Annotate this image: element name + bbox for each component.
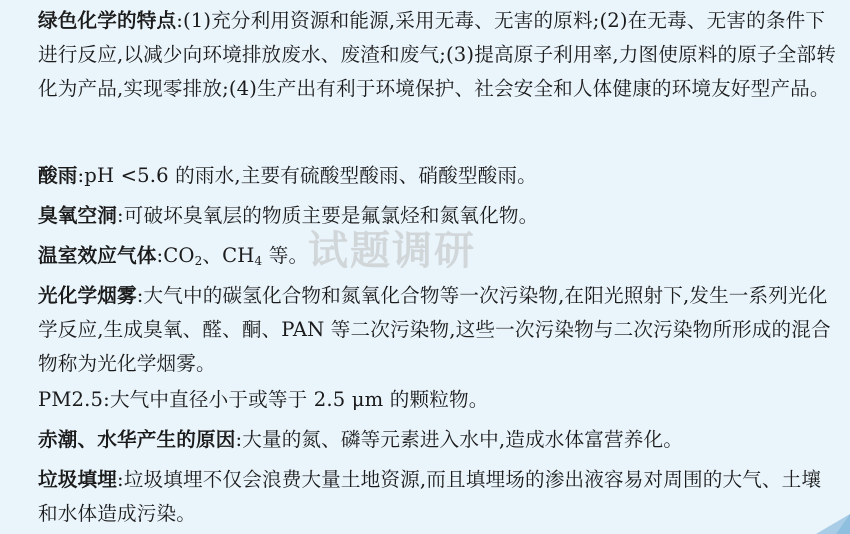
paragraph-greenhouse xyxy=(12,239,308,273)
formula-ch4-base: CH xyxy=(222,244,255,267)
colon: : xyxy=(116,204,124,227)
page-corner-fold xyxy=(816,514,850,534)
formula-co2-base: CO xyxy=(163,244,195,267)
paragraph-pm25 xyxy=(12,383,488,417)
term-photochemical-smog: 光化学烟雾 xyxy=(38,284,137,307)
formula-ch4-subscript: 4 xyxy=(254,254,263,268)
term-greenhouse: 温室效应气体 xyxy=(38,244,157,267)
paragraph-red-tide xyxy=(12,423,683,457)
watermark-text: 试题调研 xyxy=(308,228,476,274)
greenhouse-suffix: 等。 xyxy=(262,244,309,267)
term-red-tide: 赤潮、水华产生的原因 xyxy=(38,428,236,451)
formula-co2-subscript: 2 xyxy=(194,254,203,268)
paragraph-photochemical-smog xyxy=(12,279,840,381)
formula-ch4 xyxy=(222,244,262,267)
colon: : xyxy=(156,244,164,267)
definition-photochemical-smog: 大气中的碳氢化合物和氮氧化合物等一次污染物,在阳光照射下,发生一系列光化学反应,生成臭氧、醛、酮、PAN 等二次污染物,这些一次污染物与二次污染物所形成的混合物称为光化学烟雾。 xyxy=(38,284,831,375)
term-acid-rain: 酸雨 xyxy=(38,164,78,187)
term-landfill: 垃圾填埋 xyxy=(38,468,117,491)
colon: : xyxy=(235,428,243,451)
paragraph-landfill xyxy=(12,463,840,531)
paragraph-green-chemistry xyxy=(12,4,840,106)
term-ozone-hole: 臭氧空洞 xyxy=(38,204,117,227)
definition-landfill: 垃圾填埋不仅会浪费大量土地资源,而且填埋场的渗出液容易对周围的大气、土壤和水体造成污染。 xyxy=(38,468,822,525)
paragraph-ozone-hole xyxy=(12,199,538,233)
colon: : xyxy=(77,164,85,187)
definition-acid-rain: pH <5.6 的雨水,主要有硫酸型酸雨、硝酸型酸雨。 xyxy=(84,164,537,187)
colon: : xyxy=(116,468,124,491)
definition-ozone-hole: 可破坏臭氧层的物质主要是氟氯烃和氮氧化物。 xyxy=(123,204,539,227)
term-pm25: PM2.5 xyxy=(38,388,104,411)
definition-red-tide: 大量的氮、磷等元素进入水中,造成水体富营养化。 xyxy=(242,428,683,451)
colon: : xyxy=(103,388,110,411)
paragraph-acid-rain xyxy=(12,159,537,193)
term-green-chemistry: 绿色化学的特点 xyxy=(38,9,177,32)
colon: : xyxy=(176,9,183,32)
separator: 、 xyxy=(202,244,223,267)
formula-co2 xyxy=(163,244,202,267)
definition-pm25: 大气中直径小于或等于 2.5 μm 的颗粒物。 xyxy=(109,388,489,411)
colon: : xyxy=(136,284,144,307)
definition-green-chemistry: (1)充分利用资源和能源,采用无毒、无害的原料;(2)在无毒、无害的条件下进行反应,以减少向环境排放废水、废渣和废气;(3)提高原子利用率,力图使原料的原子全部转化为产品,实现零排放;(4)生产出有利于环境保护、社会安全和人体健康的环境友好型产品。 xyxy=(38,9,836,100)
